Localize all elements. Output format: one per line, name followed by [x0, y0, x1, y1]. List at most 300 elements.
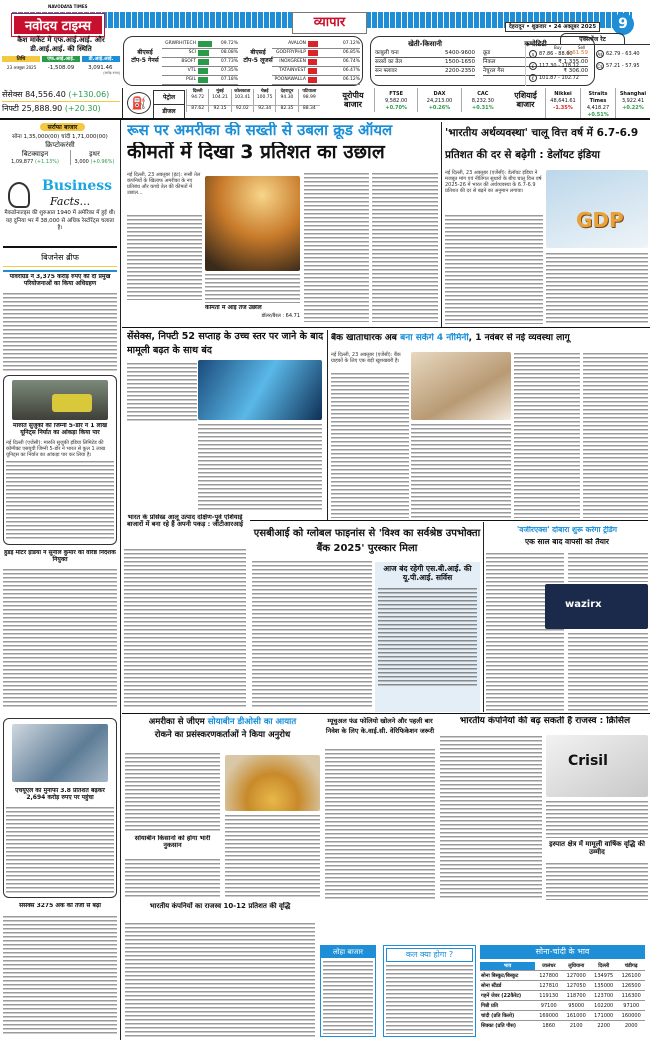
btc-change: (+1.13%) — [34, 159, 59, 165]
asia-index — [580, 88, 615, 119]
price-cell: 2200 — [597, 1022, 611, 1029]
gainers-label: बीएसई टॉप-5 गेनर्स — [131, 49, 159, 64]
rule — [122, 713, 650, 714]
agri-row — [375, 67, 475, 76]
wazirx-logo: wazirx — [565, 599, 602, 610]
europe-markets — [374, 88, 504, 112]
index-value: 9,582.00 — [385, 98, 408, 104]
price-cell: 134975 — [594, 972, 614, 979]
diesel-price: 87.62 — [187, 105, 208, 112]
commodity-title: कमोडिटी — [524, 40, 547, 48]
eth-block — [70, 150, 118, 165]
fuel-city — [208, 89, 230, 112]
loha-title: लोहा बाजार — [321, 946, 375, 958]
gainers-list — [162, 40, 238, 85]
nifty-label: निफ्टी — [2, 104, 19, 113]
price-cell: 97100 — [540, 1002, 557, 1009]
item-name: निकल — [483, 59, 496, 65]
currency-icon: C$ — [597, 64, 603, 69]
city-name: चेन्नई — [260, 89, 269, 94]
fuel-pump-icon: ⛽ — [127, 92, 151, 114]
eth-label: इथर — [89, 150, 100, 158]
percent: 09.72% — [220, 41, 238, 46]
nominee-body-col4 — [583, 352, 648, 518]
wazirx-headline-1: 'वजीरएक्स' दोबारा शुरू करेगा ट्रेडिंग — [516, 526, 618, 534]
index-value: 3,922.41 — [621, 98, 645, 104]
kal-box — [383, 945, 476, 1037]
price-cell: 95000 — [568, 1002, 585, 1009]
bank-form-image — [411, 352, 511, 420]
bar — [198, 77, 208, 83]
item-cell: सोना बिस्कुट/बिस्कुट — [481, 972, 519, 979]
item-name: सरसों का तेल — [375, 59, 403, 65]
bar — [308, 77, 317, 83]
bar — [308, 50, 318, 56]
crisil-body-col3 — [546, 862, 648, 900]
deloitte-headline: 'भारतीय अर्थव्यवस्था' चालू वित्त वर्ष में 6.7-6.9 प्रतिशत की दर से बढ़ेगी : डेलॉयट इंडिया — [445, 127, 639, 161]
unilever-building-image — [12, 724, 108, 782]
price-cell: 160000 — [621, 1012, 641, 1019]
price-cell: 2100 — [569, 1022, 583, 1029]
city-header: दिल्ली — [598, 963, 610, 969]
fuel-city — [298, 89, 320, 112]
asia-index — [545, 88, 580, 119]
nifty-value: 25,888.90 — [21, 104, 63, 113]
gainers-row — [162, 67, 238, 76]
crisil-logo: Crisil — [568, 753, 608, 769]
percent: 06.47% — [342, 68, 360, 73]
asia-index — [615, 88, 650, 119]
city-name: देहरादून — [280, 89, 294, 94]
gainers-row — [162, 49, 238, 58]
gold-row — [480, 1001, 645, 1011]
sensex-change: (+130.06) — [68, 90, 110, 99]
story-sensex-body — [3, 915, 117, 1035]
soy-h1: अमरीका से जीएम — [148, 717, 208, 727]
petrol-label: पेट्रोल — [153, 90, 185, 105]
sbi-headline: एसबीआई को ग्लोबल फाइनांस से 'विश्व का सर्वश्रेष्ठ उपभोक्ता बैंक 2025' पुरस्कार मिला — [253, 528, 481, 554]
fii-head-fii: एफ.आई.आई. — [42, 56, 80, 62]
agri-title: खेती-किसानी — [408, 40, 442, 48]
price-cell: 102200 — [594, 1002, 614, 1009]
brief-title: बिजनेस ब्रीफ — [3, 252, 117, 267]
story-hyundai-body — [3, 568, 117, 708]
symbol: TATAINVEST — [279, 68, 306, 73]
crisil-body-col2 — [546, 800, 648, 838]
loha-box — [320, 945, 376, 1037]
lead-headline-1: रूस पर अमरीका की सख्ती से उबला क्रूड ऑयल — [127, 122, 393, 139]
index-value: 4,418.27 — [586, 105, 610, 111]
story-maruti-lead: नई दिल्ली (एजेंसी): मारुति सुजुकी इंडिया लिमिटेड की कॉम्पैक्ट एसयूवी जिम्नी 5-डोर ने भारत से कुल 1 लाख यूनिट्स का निर्यात का आंकड़ा पार कर लिया है। — [6, 440, 114, 458]
item-price: ₹ 306.00 — [563, 68, 588, 74]
crisil-body — [440, 735, 542, 900]
forex-row — [596, 50, 640, 58]
forex-row — [529, 50, 573, 58]
agri-row — [375, 49, 475, 58]
price-cell: 161000 — [566, 1012, 586, 1019]
bar — [198, 59, 209, 65]
gainers-row — [162, 76, 238, 85]
petrol-price: 103.41 — [234, 95, 251, 100]
fii-value: -1,508.09 — [47, 65, 75, 71]
masthead-small: NAVODAYA TIMES — [48, 4, 88, 9]
fuel-city — [253, 89, 275, 112]
fuel-city — [231, 89, 253, 112]
index-change: -1.35% — [553, 105, 573, 111]
market-body-col2 — [198, 423, 322, 511]
symbol: SCI — [188, 50, 196, 55]
europe-index — [417, 88, 460, 112]
buy-label: Buy — [554, 45, 562, 50]
eth-value: 3,000 — [74, 159, 89, 165]
item-cell: सोना स्टैंडर्ड — [481, 982, 502, 989]
dii-value: 3,091.46 — [88, 65, 113, 71]
btc-block — [2, 150, 68, 165]
gold-table — [480, 962, 645, 1030]
rate: 117.30 - 118.12 — [539, 63, 579, 69]
percent: 07.73% — [220, 59, 238, 64]
lead-rate: डॉलर/बैरल : 64.71 — [261, 313, 300, 319]
losers-row — [272, 49, 360, 58]
upi-headline: आज बंद रहेगी एस.बी.आई. की यू.पी.आई. सर्विस — [383, 564, 472, 582]
wazirx-image — [545, 584, 648, 629]
soy-h3: रोकने का प्रसंस्करणकर्ताओं ने किया अनुरोध — [154, 730, 291, 740]
item-price: 5400-9600 — [445, 50, 475, 56]
potato-headline: भारत के प्रोसेस्ड आलू उत्पाद दक्षिण-पूर्व एशियाई बाजारों में बना रहे हैं अपनी पकड़ : जीटीआरआई — [126, 514, 244, 529]
gold-row — [480, 1011, 645, 1021]
index-change: +0.26% — [428, 105, 451, 111]
price-cell: 126100 — [621, 972, 641, 979]
dateline: देहरादून • शुक्रवार • 24 अक्तूबर 2025 — [505, 22, 600, 32]
diesel-price: 82.35 — [276, 105, 297, 112]
crypto-title: क्रिप्टोकरंसी — [45, 141, 75, 149]
index-value: 24,213.00 — [426, 98, 453, 104]
price-cell: 127050 — [566, 982, 586, 989]
header-rule — [0, 118, 650, 120]
city-name: मुंबई — [216, 89, 224, 94]
lead-body-col3 — [304, 172, 369, 322]
story-hul-headline: एचयूएल का मुनाफा 3.8 प्रतिशत बढ़कर 2,694 करोड़ रुपए पर पहुंचा — [15, 788, 105, 801]
nominee-h2: बना सकेंगे 4 नॉमिनी — [400, 333, 469, 343]
sbi-body — [252, 560, 372, 708]
symbol: BSOFT — [181, 59, 196, 64]
price-cell: 127000 — [566, 972, 586, 979]
losers-label: बीएसई टॉप-5 लूजर्स — [243, 49, 273, 64]
losers-row — [272, 76, 360, 85]
gold-header-row — [480, 962, 645, 971]
btc-value: 1,09,877 — [11, 159, 34, 165]
forex-row — [529, 62, 579, 70]
city-header: चंडीगढ़ — [624, 963, 638, 969]
gold-title: सोना-चांदी के भाव — [480, 945, 645, 959]
upi-body — [378, 587, 477, 687]
gold-row — [480, 991, 645, 1001]
facts-text: मैकडोनाल्ड्स की शुरुआत 1940 में अमेरिका में हुई थी। यह दुनिया भर में 38,000 से अधिक रेस्टोरेंट्स चलाता है। — [4, 210, 116, 231]
lead-lead: नई दिल्ली, 23 अक्तूबर (इंट): रूसी तेल कंपनियों के खिलाफ अमरीका के नए प्रतिबंध और कच्चे तेल की कीमतों में उछाल... — [127, 172, 201, 196]
wazirx-body — [486, 552, 564, 712]
item-price: ₹ 1,335.00 — [558, 59, 588, 65]
lead-body-col1 — [127, 214, 202, 300]
kyc-headline: म्यूचुअल फंड फोलियो खोलने और पहली बार निवेश के लिए के.वाई.सी. वेरिफिकेशन जरूरी — [325, 717, 435, 735]
story-maruti-headline: मारुति सुजुकी की जिम्नी 5-डोर ने 1 लाख यूनिट्स निर्यात का आंकड़ा किया पार — [13, 423, 107, 436]
gdp-text: GDP — [576, 208, 624, 232]
rate: 101.87 - 102.72 — [539, 75, 579, 81]
forex-box — [525, 44, 650, 86]
percent: 06.12% — [342, 77, 360, 82]
index-name: Straits Times — [588, 91, 608, 104]
symbol: AVALON — [288, 41, 306, 46]
percent: 08.08% — [220, 50, 238, 55]
story-powergrid-body — [3, 292, 117, 372]
rule — [3, 270, 117, 272]
fuel-city — [186, 89, 208, 112]
item-price: $ 61.59 — [567, 50, 588, 56]
item-name: सन फ्लावर — [375, 68, 397, 74]
lead-subhead: कीमतों में आई तेज उछाल — [205, 305, 262, 311]
item-cell: चांदी (प्रति किलो) — [481, 1012, 515, 1019]
bar — [308, 41, 318, 47]
price-cell: 97100 — [623, 1002, 640, 1009]
index-change: +0.70% — [385, 105, 407, 111]
diesel-price: 92.15 — [209, 105, 230, 112]
europe-index — [374, 88, 417, 112]
item-name: काबुली चना — [375, 50, 399, 56]
nominee-body-col2 — [411, 423, 511, 518]
fii-note: (करोड़ रुपए) — [103, 71, 120, 75]
petrol-price: 94.72 — [191, 95, 205, 100]
bar — [198, 41, 212, 47]
losers-list — [272, 40, 360, 85]
europe-label: यूरोपीय बाजार — [342, 91, 364, 109]
currency-icon: £ — [529, 62, 537, 70]
story-powergrid-headline: पावरग्रिड ने 3,375 करोड़ रुपए की दो प्रमुख परियोजनाओं का किया अधिग्रहण — [9, 274, 111, 287]
currency-icon: $ — [529, 50, 537, 58]
petrol-price: 98.99 — [302, 95, 316, 100]
forex-row — [529, 74, 579, 82]
market-headline: सेंसेक्स, निफ्टी 52 सप्ताह के उच्च स्तर पर जाने के बाद मामूली बढ़त के साथ बंद — [127, 331, 324, 356]
kal-title: कल क्या होगा ? — [386, 948, 473, 962]
kyc-body — [325, 748, 435, 900]
price-cell: 119130 — [539, 992, 559, 999]
indices — [2, 88, 120, 115]
story-sensex-headline: सेंसेक्स 3275 अंक की तेजी से बढ़ा — [19, 903, 101, 909]
fii-date: 23 अक्तूबर 2025 — [7, 65, 37, 70]
divider — [327, 330, 328, 520]
deloitte-body — [445, 214, 543, 324]
symbol: POONAWALLA — [274, 77, 306, 82]
rule — [122, 327, 650, 328]
section-title: व्यापार — [292, 12, 367, 34]
city-name: दिल्ली — [192, 89, 203, 94]
soy-body-col2 — [225, 814, 320, 899]
story-hul-body — [6, 806, 114, 894]
gainers-row — [162, 58, 238, 67]
city-header: जालंधर — [541, 963, 556, 969]
nominee-h1: बैंक खाताधारक अब — [331, 333, 401, 343]
nominee-body — [331, 372, 409, 518]
item-price: 1500-1650 — [445, 59, 475, 65]
gold-box — [480, 945, 645, 1037]
city-name: पटियाला — [302, 89, 317, 94]
petrol-price: 94.30 — [280, 95, 294, 100]
sarafa-title: सर्राफा बाजार — [40, 123, 85, 131]
price-cell: 2000 — [624, 1022, 638, 1029]
sarafa-rates: सोना 1,35,000(00) चांदी 1,71,000(00) — [12, 134, 108, 140]
column-divider — [120, 120, 121, 1040]
fii-head-dii: डी.आई.आई. — [82, 56, 120, 62]
bar — [198, 68, 208, 74]
forex-row — [596, 62, 640, 70]
losers-row — [272, 58, 360, 67]
wazirx-body-col3 — [568, 632, 648, 712]
losers-row — [272, 40, 360, 49]
agri-row — [375, 58, 475, 67]
crude-oil-image — [205, 176, 300, 271]
nominee-lead: नई दिल्ली, 23 अक्तूबर (एजेंसी): बैंक ग्राहकों के लिए एक बड़ी खुशखबरी है। — [331, 352, 409, 364]
asia-label: एशियाई बाजार — [514, 91, 537, 109]
bar — [308, 68, 317, 74]
btc-label: बिटक्वाइन — [21, 150, 49, 158]
rate: 57.21 - 57.95 — [606, 63, 640, 69]
diesel-price: 92.34 — [254, 105, 275, 112]
price-cell: 127800 — [539, 972, 559, 979]
index-value: 48,641.61 — [550, 98, 576, 104]
fuel-labels — [153, 90, 185, 119]
deloitte-body-col2 — [546, 252, 648, 324]
wazirx-body-col2 — [568, 552, 648, 582]
diesel-price: 92.02 — [232, 105, 253, 112]
divider — [122, 88, 123, 118]
story-maruti-body — [6, 460, 114, 540]
price-cell: 123700 — [594, 992, 614, 999]
story-hyundai-headline: हुंडई मोटर इंडिया ने सुनील कुमार को वरिष्ठ निदेशक नियुक्त — [4, 550, 116, 563]
fii-dii-box — [2, 36, 120, 76]
sell-label: Sell — [578, 45, 586, 50]
percent: 07.35% — [220, 68, 238, 73]
gainers-row — [162, 40, 238, 49]
currency-icon: A$ — [597, 52, 603, 57]
asia-markets — [545, 88, 650, 119]
city-name: कोलकाता — [234, 89, 251, 94]
index-value: 8,232.30 — [471, 98, 494, 104]
head-gears-icon — [8, 182, 30, 208]
symbol: VTL — [187, 68, 196, 73]
soybean-image — [225, 755, 320, 811]
price-cell: 169000 — [539, 1012, 559, 1019]
eth-change: (+0.96%) — [90, 159, 115, 165]
soy-h2: सोयाबीन डीओसी का आयात — [207, 717, 297, 727]
stock-market-image — [198, 360, 322, 420]
sensex-value: 84,556.40 — [25, 90, 66, 99]
price-cell: 118700 — [566, 992, 586, 999]
index-change: +0.51% — [587, 112, 609, 118]
lead-body-col4 — [372, 172, 438, 322]
rule — [3, 246, 117, 248]
forex-title: एक्सचेंज रेट — [560, 33, 625, 44]
nominee-body-col3 — [514, 352, 580, 518]
soy-subhead: सोयाबीन किसानों को होगा भारी नुकसान — [134, 835, 211, 850]
fii-title: कैश मार्केट में एफ.आई.आई. और डी.आई.आई. की स्थिति — [17, 36, 105, 53]
item-cell: गिन्नी प्रति — [481, 1002, 498, 1009]
price-cell: 126500 — [621, 982, 641, 989]
item-price: 2200-2350 — [445, 68, 475, 74]
percent: 06.85% — [342, 50, 360, 55]
percent: 06.74% — [342, 59, 360, 64]
nifty-change: (+20.30) — [64, 104, 101, 113]
index-name: CAC — [477, 91, 489, 97]
divider — [441, 122, 442, 327]
item-name: क्रूड — [483, 50, 491, 56]
potato-body — [124, 548, 246, 708]
soy-body — [125, 752, 220, 832]
item-cell: गहनें जेवर (22कैरेट) — [481, 992, 522, 999]
upi-box — [375, 562, 480, 712]
symbol: GODFRYPHLP — [276, 50, 306, 55]
fii-head-date: तिथि — [2, 56, 40, 62]
rate: 62.79 - 63.40 — [606, 51, 640, 57]
index-change: +0.22% — [622, 105, 644, 111]
logo: नवोदय टाइम्स — [12, 14, 104, 36]
deloitte-lead: नई दिल्ली, 23 अक्तूबर (एजेंसी): डेलॉयट इंडिया ने मजबूत मांग एवं नीतिगत सुधारों के बीच चालू वित्त वर्ष 2025-26 में भारत की अर्थव्यवस्था के 6.7-6.9 प्रतिशत की दर से बढ़ने का अनुमान लगाया। — [445, 170, 542, 194]
crisil-headline: भारतीय कंपनियों की बढ़ सकती है राजस्व : क्रिसिल — [459, 716, 631, 726]
percent: 07.18% — [220, 77, 238, 82]
index-name: Shanghai — [619, 91, 647, 97]
soy-body-col3 — [125, 858, 220, 898]
market-body — [127, 362, 197, 422]
sensex-label: सेंसेक्स — [2, 90, 23, 99]
symbol: INOXGREEN — [279, 59, 306, 64]
nominee-headline — [331, 333, 649, 343]
percent: 07.12% — [342, 41, 360, 46]
price-cell: 171000 — [594, 1012, 614, 1019]
gdp-image — [546, 170, 648, 248]
city-header: लुधियाना — [568, 963, 585, 969]
diesel-price: 88.34 — [299, 105, 320, 112]
fuel-prices — [186, 89, 320, 112]
symbol: PGIL — [185, 77, 196, 82]
currency-icon: € — [529, 74, 537, 82]
index-name: FTSE — [389, 91, 404, 97]
index-change: +0.31% — [472, 105, 494, 111]
index-name: DAX — [433, 91, 446, 97]
gold-row — [480, 981, 645, 991]
wazirx-headline-2: एक साल बाद वापसी को तैयार — [525, 538, 609, 546]
crisil-image — [546, 735, 648, 797]
growth-headline: भारतीय कंपनियों का राजस्व 10-12 प्रतिशत की वृद्धि — [149, 902, 291, 910]
bar — [198, 50, 209, 56]
petrol-price: 100.75 — [256, 95, 273, 100]
jimny-car-image — [12, 380, 108, 420]
price-cell: 116300 — [621, 992, 641, 999]
lead-body-col2 — [205, 273, 300, 303]
price-cell: 135000 — [594, 982, 614, 989]
nominee-h3: , 1 नवंबर से नई व्यवस्था लागू — [468, 333, 570, 343]
item-name: नेचुरल गैस — [483, 68, 505, 74]
growth-body — [125, 922, 315, 1037]
crisil-subhead: इस्पात क्षेत्र में मामूली वार्षिक वृद्धि की उम्मीद — [549, 840, 645, 857]
losers-row — [272, 67, 360, 76]
divider — [483, 522, 484, 712]
index-name: Nikkei — [554, 91, 572, 97]
gold-row — [480, 971, 645, 981]
facts-title: Business — [42, 178, 113, 194]
gold-row — [480, 1021, 645, 1031]
facts-subtitle: Facts... — [50, 195, 91, 208]
lead-headline-2: कीमतों में दिखा 3 प्रतिशत का उछाल — [127, 142, 385, 163]
price-cell: 1860 — [542, 1022, 556, 1029]
petrol-price: 104.21 — [212, 95, 228, 100]
symbol: GRWRHITECH — [165, 41, 196, 46]
